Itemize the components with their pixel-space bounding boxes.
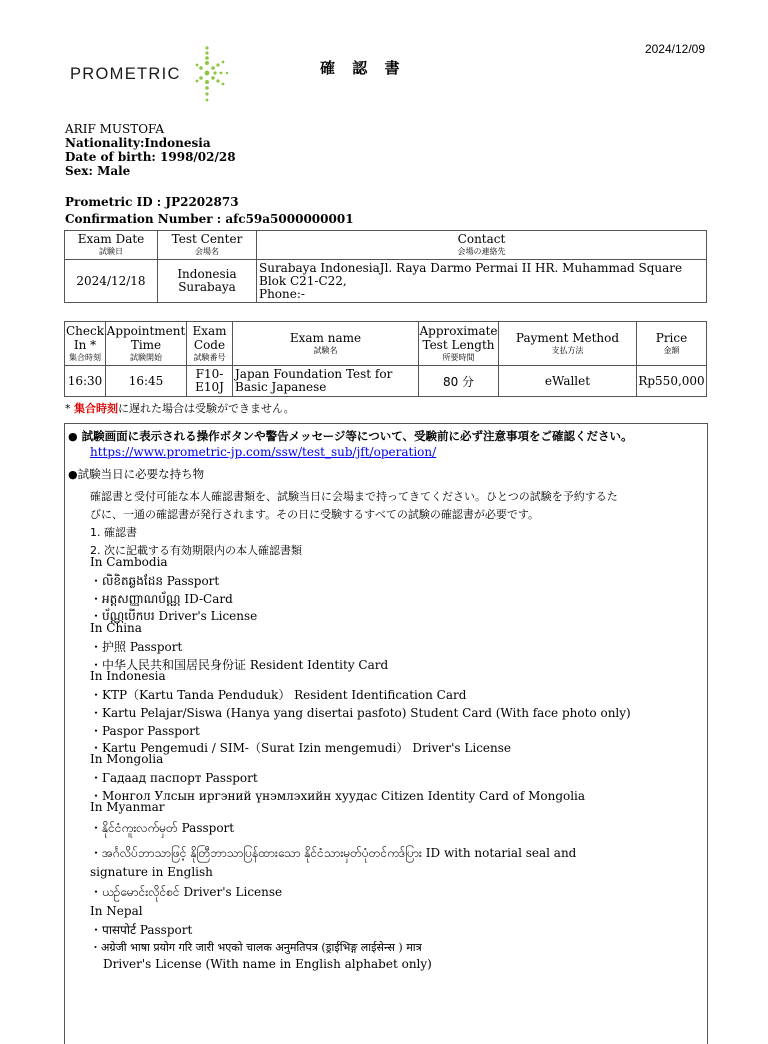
logo-wordmark: PROMETRIC [70, 65, 181, 83]
check-in-value: 16:30 [65, 366, 106, 397]
exam-name-value: Japan Foundation Test for Basic Japanese [233, 366, 419, 397]
step-confirmation: 1. 確認書 [90, 526, 137, 539]
doc-item: ・អត្តសញ្ញាណប័ណ្ណ ID-Card [90, 592, 233, 606]
notice-item-operation: ● 試験画面に表示される操作ボタンや警告メッセージ等について、受験前に必ず注意事項をご確認ください。 [68, 429, 633, 443]
bullet-icon: ● [68, 468, 78, 481]
doc-item-continued: Driver's License (With name in English alphabet only) [103, 957, 432, 971]
header-exam-date: Exam Date 試験日 [65, 231, 158, 260]
country-cambodia: In Cambodia [90, 555, 168, 569]
exam-location-table [64, 230, 707, 303]
test-length-value: 80 分 [419, 366, 499, 397]
country-nepal: In Nepal [90, 904, 143, 918]
notice-box [64, 423, 708, 1044]
bullet-icon: ● [68, 430, 78, 443]
doc-item-continued: signature in English [90, 865, 213, 879]
document-title: 確 認 書 [320, 59, 406, 77]
doc-item: ・护照 Passport [90, 640, 183, 654]
instructions-line-1: 確認書と受付可能な本人確認書類を、試験当日に会場まで持ってきてください。ひとつの試験を予約するた [90, 490, 618, 503]
star-logo-icon [194, 44, 238, 104]
candidate-dob: Date of birth: 1998/02/28 [65, 150, 236, 164]
operation-link[interactable]: https://www.prometric-jp.com/ssw/test_sub/jft/operation/ [90, 445, 437, 459]
operation-link-row [90, 445, 436, 459]
prometric-id: Prometric ID : JP2202873 [65, 195, 239, 209]
exam-date-value: 2024/12/18 [65, 260, 158, 303]
doc-item: ・ယဉ်မောင်းလိုင်စင် Driver's License [90, 885, 283, 899]
header-payment-method: Payment Method 支払方法 [499, 322, 637, 366]
table-row [65, 366, 707, 397]
doc-item: ・中华人民共和国居民身份证 Resident Identity Card [90, 658, 389, 672]
exam-detail-table [64, 321, 707, 397]
doc-item: ・KTP（Kartu Tanda Penduduk） Resident Identification Card [90, 688, 467, 702]
header-exam-code: Exam Code 試験番号 [187, 322, 233, 366]
candidate-sex: Sex: Male [65, 164, 131, 178]
note-highlight: 集合時刻 [74, 402, 118, 415]
doc-item: ・ប័ណ្ណបើកបរ Driver's License [90, 609, 258, 623]
doc-item: ・နိုင်ငံကူးလက်မှတ် Passport [90, 821, 235, 835]
country-china: In China [90, 621, 142, 635]
confirmation-number: Confirmation Number : afc59a5000000001 [65, 212, 354, 226]
doc-item: ・Монгол Улсын иргэний үнэмлэхийн хуудас Citizen Identity Card of Mongolia [90, 789, 586, 803]
instructions-line-2: びに、一通の確認書が発行されます。その日に受験するすべての試験の確認書が必要です。 [90, 508, 540, 521]
step-id-documents: 2. 次に記載する有効期限内の本人確認書類 [90, 544, 302, 557]
doc-item: ・အင်္ဂလိပ်ဘာသာဖြင့် နိုတြီဘာသာပြန်ထားသော နိုင်ငံသားမှတ်ပုံတင်ကဒ်ပြား ID with notarial seal and [90, 846, 577, 860]
doc-item: ・លិខិតឆ្លងដែន Passport [90, 574, 220, 588]
header-test-length: Approximate Test Length 所要時間 [419, 322, 499, 366]
issue-date: 2024/12/09 [644, 42, 705, 56]
country-indonesia: In Indonesia [90, 669, 166, 683]
late-arrival-note: * 集合時刻に遅れた場合は受験ができません。 [65, 402, 295, 415]
header-test-center: Test Center 会場名 [158, 231, 257, 260]
candidate-nationality: Nationality:Indonesia [65, 136, 211, 150]
header-appointment-time: Appointment Time 試験開始 [106, 322, 187, 366]
exam-code-value: F10-E10J [187, 366, 233, 397]
test-center-value: Indonesia Surabaya [158, 260, 257, 303]
header-check-in: Check In * 集合時刻 [65, 322, 106, 366]
notice-item-belongings: ●試験当日に必要な持ち物 [68, 467, 205, 481]
doc-item: ・Kartu Pengemudi / SIM-（Surat Izin mengemudi） Driver's License [90, 741, 512, 755]
country-myanmar: In Myanmar [90, 800, 165, 814]
doc-item: ・Kartu Pelajar/Siswa (Hanya yang disertai pasfoto) Student Card (With face photo only) [90, 706, 631, 720]
table-header-row [65, 231, 707, 260]
prometric-logo [70, 44, 240, 104]
appointment-value: 16:45 [106, 366, 187, 397]
doc-item: ・पासपोर्ट Passport [90, 923, 193, 937]
table-row [65, 260, 707, 303]
candidate-info [65, 122, 236, 178]
doc-item: ・Paspor Passport [90, 724, 200, 738]
doc-item: ・Гадаад паспорт Passport [90, 771, 258, 785]
reference-ids [65, 194, 354, 228]
contact-value: Surabaya IndonesiaJl. Raya Darmo Permai II HR. Muhammad Square Blok C21-C22, Phone:- [257, 260, 707, 303]
header-price: Price 金額 [637, 322, 707, 366]
doc-item: ・अग्रेजी भाषा प्रयोग गरि जारी भएको चालक अनुमतिपत्र (ड्राईभिङ्ग लाईसेन्स ) मात्र [90, 941, 422, 954]
price-value: Rp550,000 [637, 366, 707, 397]
header-contact: Contact 会場の連絡先 [257, 231, 707, 260]
table-header-row [65, 322, 707, 366]
header-exam-name: Exam name 試験名 [233, 322, 419, 366]
payment-method-value: eWallet [499, 366, 637, 397]
candidate-name: ARIF MUSTOFA [65, 122, 164, 136]
country-mongolia: In Mongolia [90, 752, 164, 766]
